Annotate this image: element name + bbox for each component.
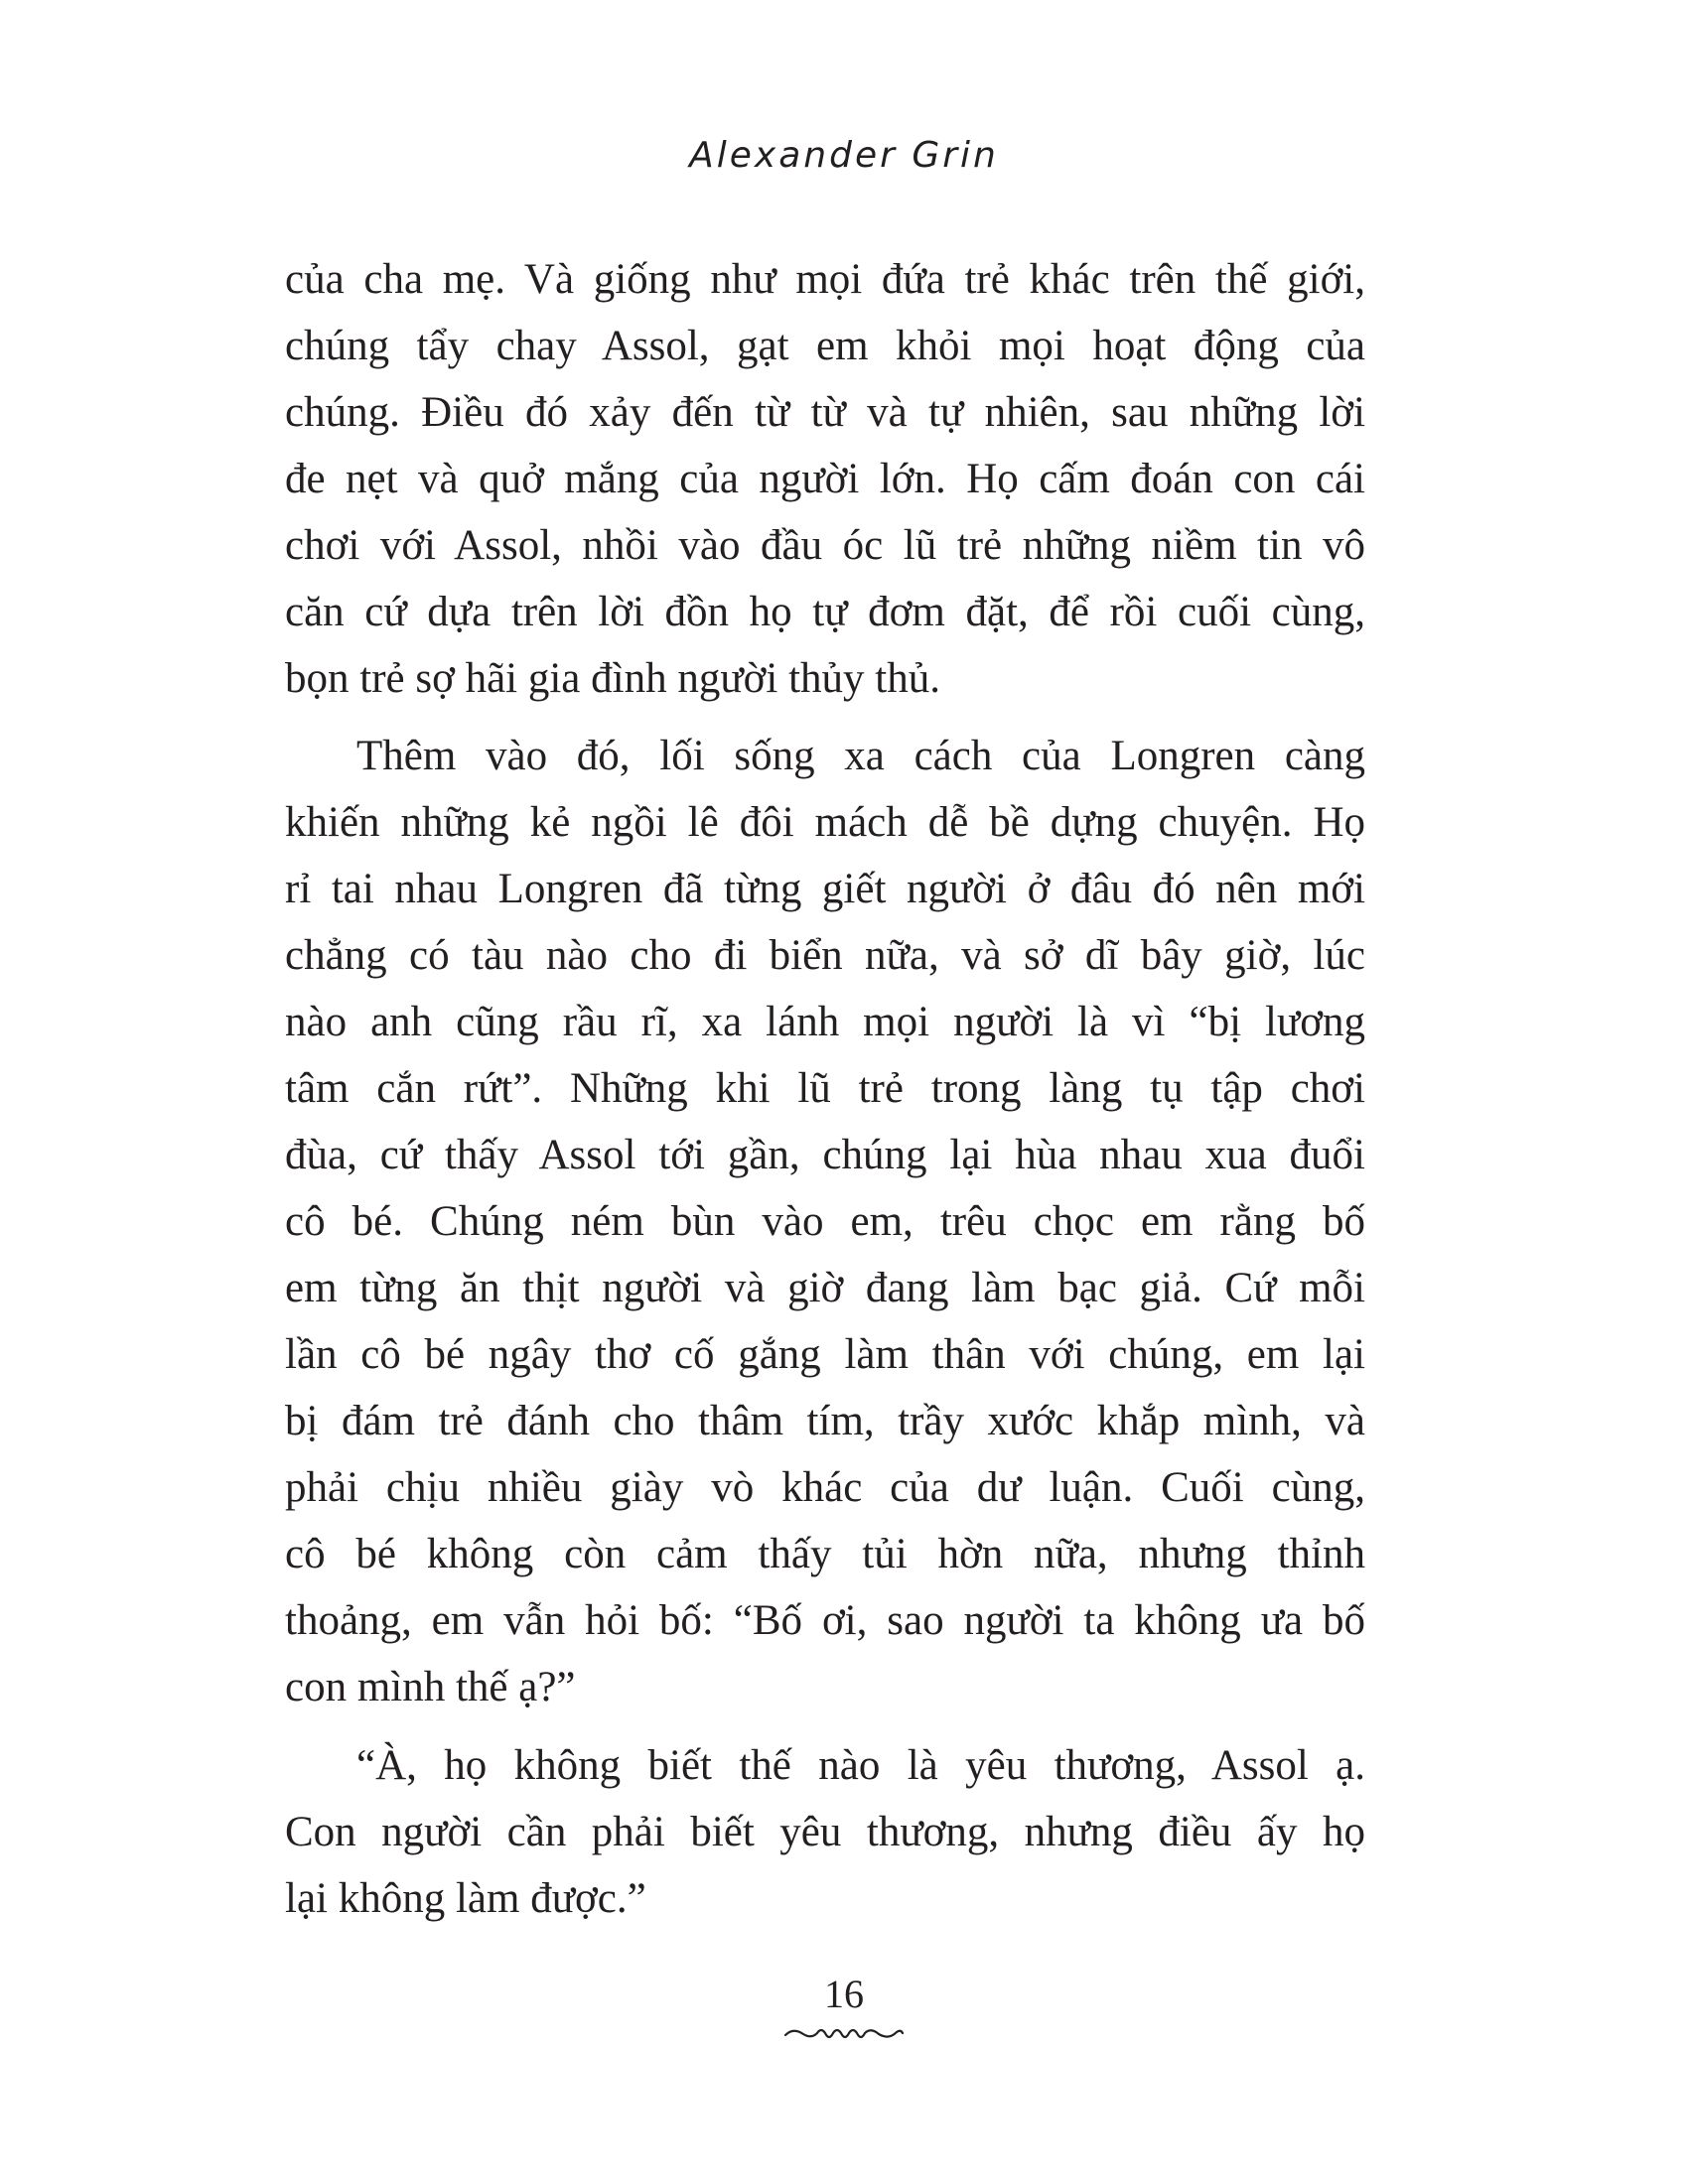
page-number: 16 [824, 1972, 864, 2016]
text-line: con mình thế ạ?” [285, 1664, 576, 1710]
running-header-author: Alexander Grin [689, 135, 999, 176]
text-line: chẳng có tàu nào cho đi biển nữa, và sở dĩ bây giờ, lúc [285, 932, 1365, 979]
text-line: cô bé không còn cảm thấy tủi hờn nữa, nhưng thỉnh [285, 1531, 1365, 1577]
text-line: căn cứ dựa trên lời đồn họ tự đơm đặt, để rồi cuối cùng, [285, 589, 1365, 635]
text-line: lần cô bé ngây thơ cố gắng làm thân với chúng, em lại [285, 1331, 1365, 1378]
paragraph-1 [285, 246, 1365, 712]
text-line: lại không làm được.” [285, 1875, 646, 1922]
text-line: bị đám trẻ đánh cho thâm tím, trầy xước khắp mình, và [285, 1398, 1365, 1444]
text-line: Thêm vào đó, lối sống xa cách của Longren càng [356, 733, 1365, 779]
text-line: “À, họ không biết thế nào là yêu thương, Assol ạ. [356, 1742, 1365, 1789]
text-line: của cha mẹ. Và giống như mọi đứa trẻ khác trên thế giới, [285, 256, 1365, 303]
text-line: Con người cần phải biết yêu thương, nhưng điều ấy họ [285, 1809, 1365, 1855]
flourish-ornament-icon [781, 2021, 907, 2047]
text-line: tâm cắn rứt”. Những khi lũ trẻ trong làng tụ tập chơi [285, 1065, 1365, 1112]
text-line: khiến những kẻ ngồi lê đôi mách dễ bề dựng chuyện. Họ [285, 799, 1365, 846]
text-line: rỉ tai nhau Longren đã từng giết người ở đâu đó nên mới [285, 866, 1365, 912]
text-line: thoảng, em vẫn hỏi bố: “Bố ơi, sao người ta không ưa bố [285, 1597, 1365, 1644]
text-line: đùa, cứ thấy Assol tới gần, chúng lại hùa nhau xua đuổi [285, 1132, 1365, 1178]
text-line: phải chịu nhiều giày vò khác của dư luận. Cuối cùng, [285, 1464, 1365, 1511]
text-line: chơi với Assol, nhồi vào đầu óc lũ trẻ những niềm tin vô [285, 522, 1365, 569]
text-line: bọn trẻ sợ hãi gia đình người thủy thủ. [285, 655, 940, 702]
text-line: chúng tẩy chay Assol, gạt em khỏi mọi hoạt động của [285, 323, 1365, 369]
text-line: chúng. Điều đó xảy đến từ từ và tự nhiên, sau những lời [285, 389, 1365, 436]
text-line: đe nẹt và quở mắng của người lớn. Họ cấm đoán con cái [285, 456, 1365, 502]
text-line: nào anh cũng rầu rĩ, xa lánh mọi người là vì “bị lương [285, 999, 1365, 1045]
text-line: em từng ăn thịt người và giờ đang làm bạc giả. Cứ mỗi [285, 1265, 1365, 1311]
paragraph-3 [285, 1732, 1365, 1932]
paragraph-2 [285, 723, 1365, 1720]
text-line: cô bé. Chúng ném bùn vào em, trêu chọc em rằng bố [285, 1198, 1365, 1245]
